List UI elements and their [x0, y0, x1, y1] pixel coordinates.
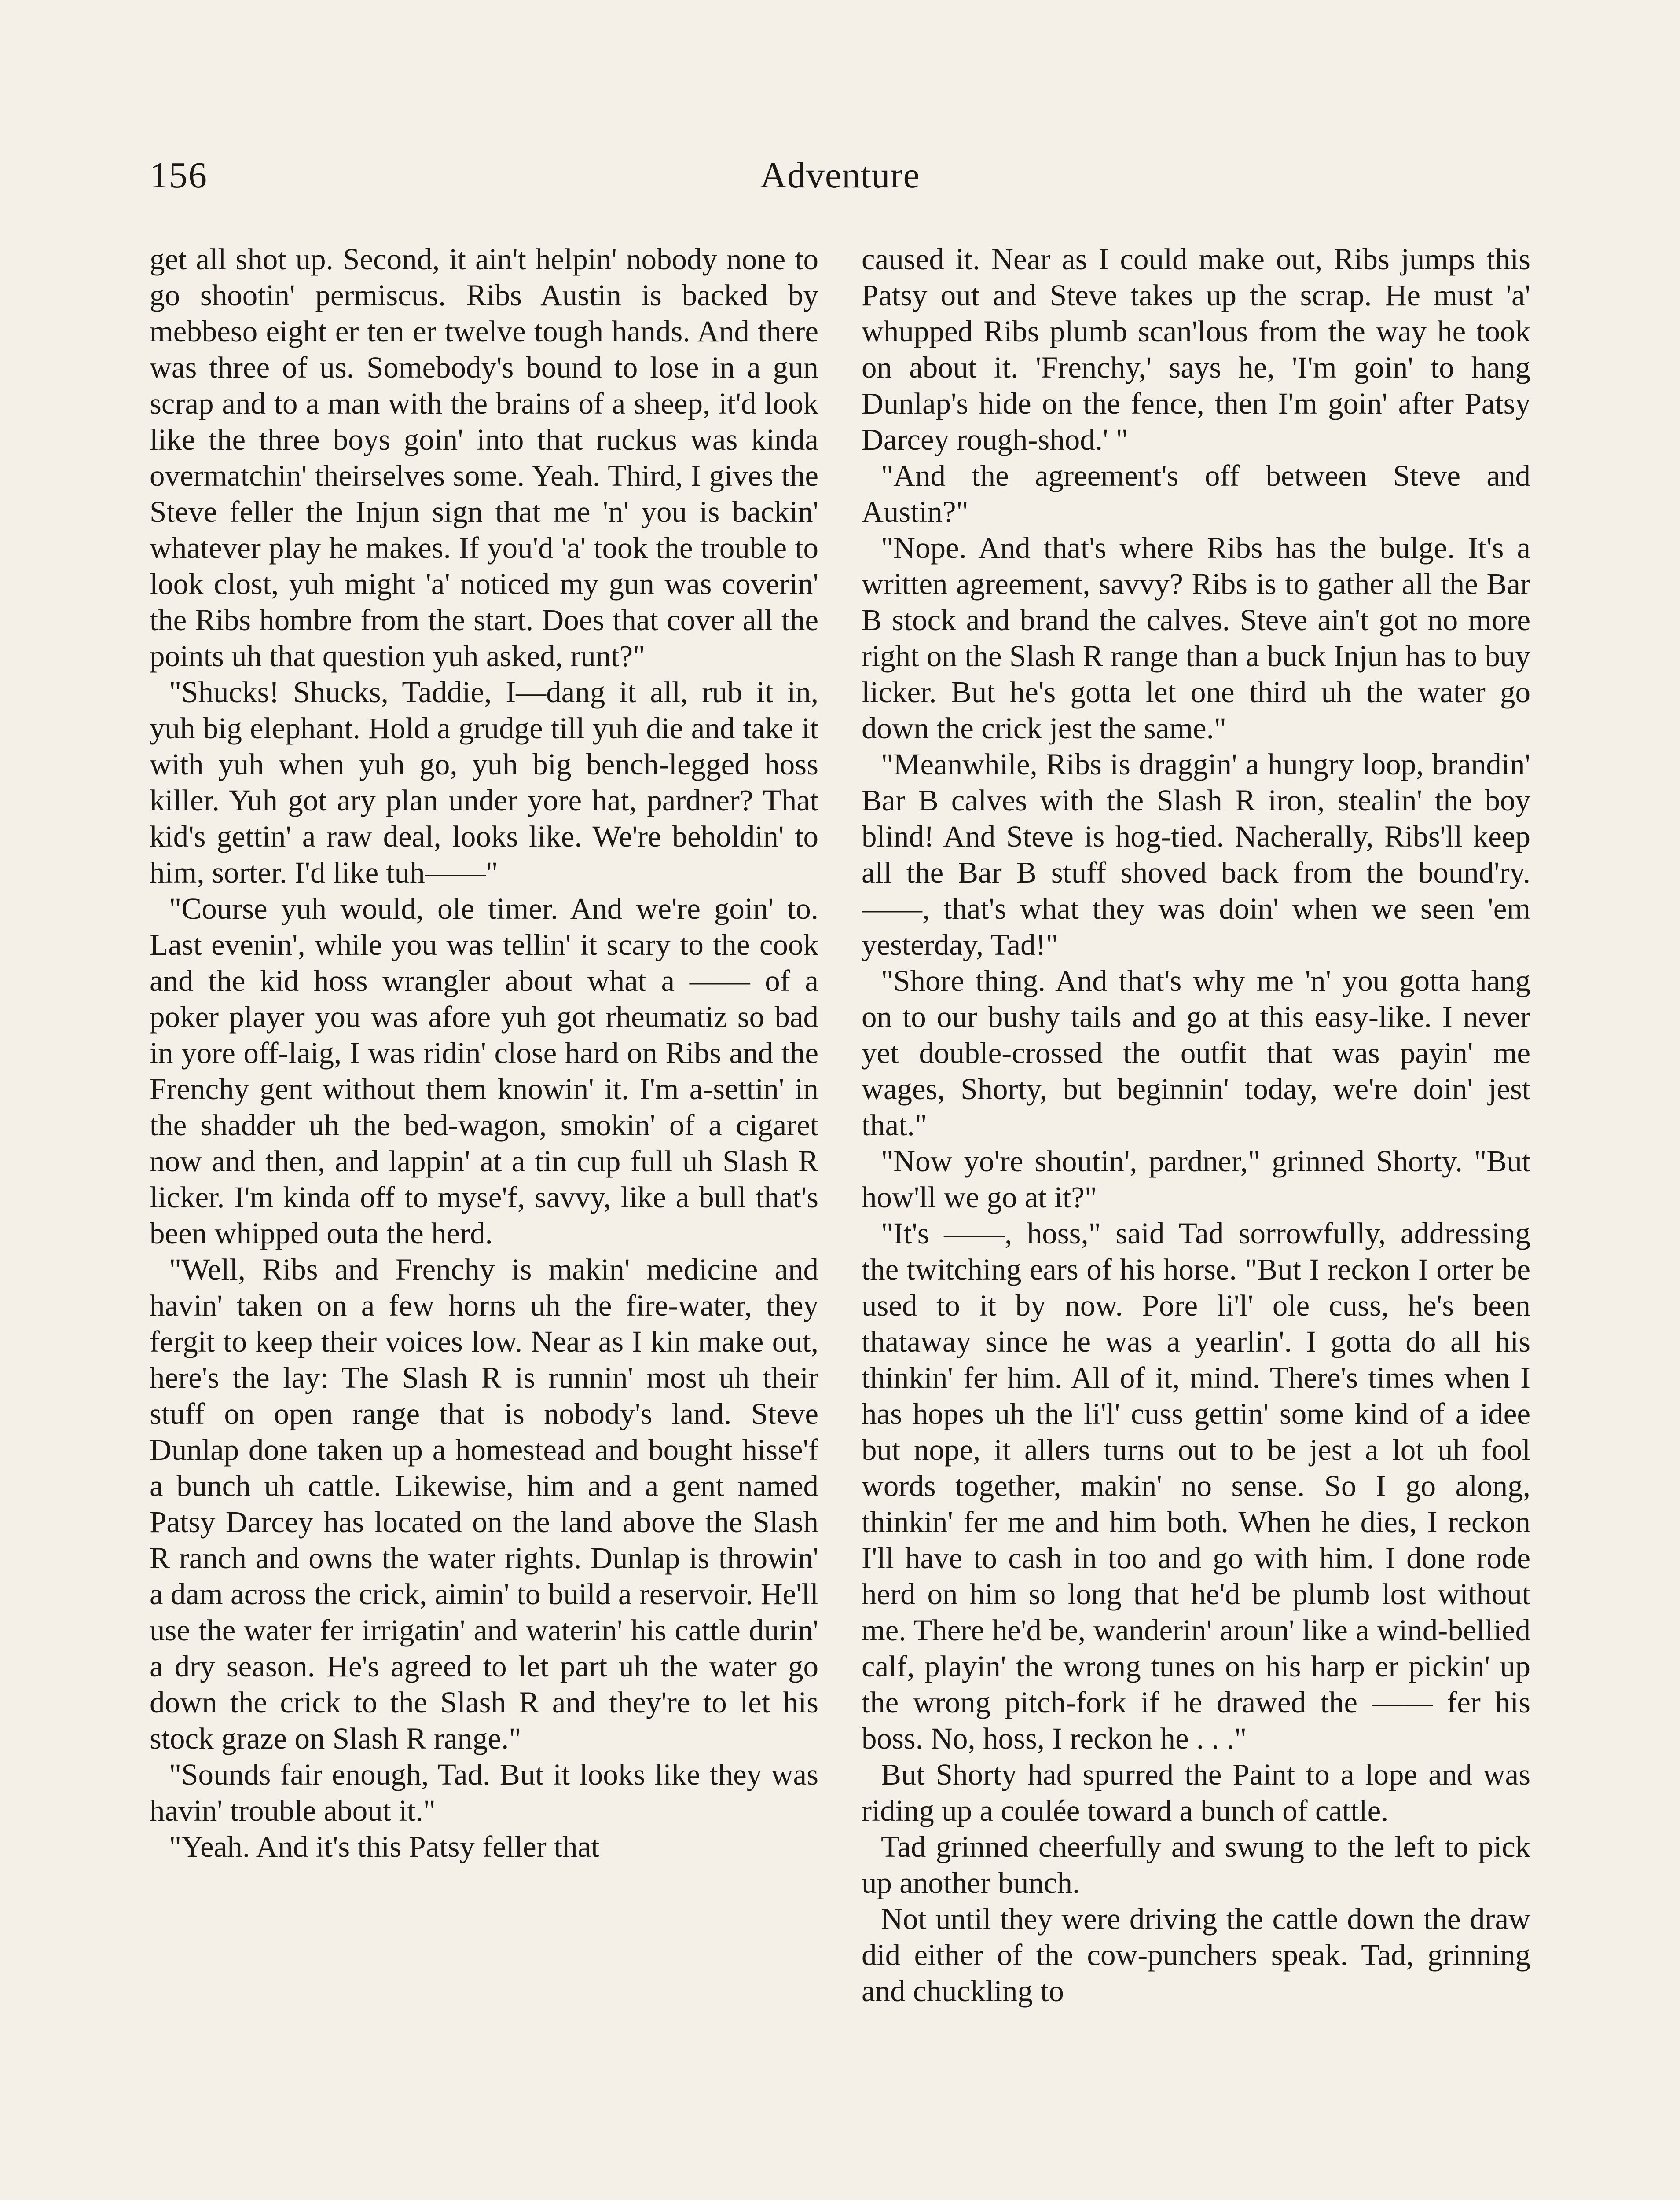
paragraph: "Yeah. And it's this Patsy feller that [169, 1830, 600, 1863]
paragraph: "Shore thing. And that's why me 'n' you gotta hang on to our bushy tails and go at this easy-like. I never yet double-crossed the outfit that was payin' me wages, Shorty, but beginnin' today, we're doin' jest that." [862, 964, 1530, 1142]
page-number: 156 [150, 155, 208, 196]
text-columns [150, 241, 1530, 2200]
paragraph: caused it. Near as I could make out, Ribs jumps this Patsy out and Steve takes up the scrap. He must 'a' whupped Ribs plumb scan'lous from the way he took on about it. 'Frenchy,' says he, 'I'm goin' to hang Dunlap's hide on the fence, then I'm goin' after Patsy Darcey rough-shod.' " [862, 242, 1530, 456]
paragraph: "Shucks! Shucks, Taddie, I—dang it all, rub it in, yuh big elephant. Hold a grudge till yuh die and take it with yuh when yuh go, yuh big bench-legged hoss killer. Yuh got ary plan under yore hat, pardner? That kid's gettin' a raw deal, looks like. We're beholdin' to him, sorter. I'd like tuh——" [150, 675, 818, 889]
paragraph: But Shorty had spurred the Paint to a lope and was riding up a coulée toward a bunch of cattle. [862, 1758, 1530, 1827]
paragraph: "Well, Ribs and Frenchy is makin' medicine and havin' taken on a few horns uh the fire-water, they fergit to keep their voices low. Near as I kin make out, here's the lay: The Slash R is runnin' most uh their stuff on open range that is nobody's land. Steve Dunlap done taken up a homestead and bought hisse'f a bunch uh cattle. Likewise, him and a gent named Patsy Darcey has located on the land above the Slash R ranch and owns the water rights. Dunlap is throwin' a dam across the crick, aimin' to build a reservoir. He'll use the water fer irrigatin' and waterin' his cattle durin' a dry season. He's agreed to let part uh the water go down the crick to the Slash R and they're to let his stock graze on Slash R range." [150, 1253, 818, 1755]
paragraph: "Meanwhile, Ribs is draggin' a hungry loop, brandin' Bar B calves with the Slash R iron, stealin' the boy blind! And Steve is hog-tied. Nacherally, Ribs'll keep all the Bar B stuff shoved back from the bound'ry. ——, that's what they was doin' when we seen 'em yesterday, Tad!" [862, 748, 1530, 961]
paragraph: "Sounds fair enough, Tad. But it looks like they was havin' trouble about it." [150, 1758, 818, 1827]
paragraph: "Now yo're shoutin', pardner," grinned Shorty. "But how'll we go at it?" [862, 1144, 1530, 1214]
page-header [150, 154, 1530, 211]
paragraph: "Nope. And that's where Ribs has the bulge. It's a written agreement, savvy? Ribs is to gather all the Bar B stock and brand the calves. Steve ain't got no more right on the Slash R range than a buck Injun has to buy licker. But he's gotta let one third uh the water go down the crick jest the same." [862, 531, 1530, 745]
right-column [862, 241, 1530, 2200]
running-title: Adventure [760, 155, 920, 196]
paragraph: "Course yuh would, ole timer. And we're goin' to. Last evenin', while you was tellin' it scary to the cook and the kid hoss wrangler about what a —— of a poker player you was afore yuh got rheumatiz so bad in yore off-laig, I was ridin' close hard on Ribs and the Frenchy gent without them knowin' it. I'm a-settin' in the shadder uh the bed-wagon, smokin' of a cigaret now and then, and lappin' at a tin cup full uh Slash R licker. I'm kinda off to myse'f, savvy, like a bull that's been whipped outa the herd. [150, 892, 818, 1250]
paragraph: "And the agreement's off between Steve and Austin?" [862, 459, 1530, 528]
left-column [150, 241, 818, 2200]
paragraph: Tad grinned cheerfully and swung to the left to pick up another bunch. [862, 1830, 1530, 1899]
paragraph: get all shot up. Second, it ain't helpin' nobody none to go shootin' permiscus. Ribs Austin is backed by mebbeso eight er ten er twelve tough hands. And there was three of us. Somebody's bound to lose in a gun scrap and to a man with the brains of a sheep, it'd look like the three boys goin' into that ruckus was kinda overmatchin' theirselves some. Yeah. Third, I gives the Steve feller the Injun sign that me 'n' you is backin' whatever play he makes. If you'd 'a' took the trouble to look clost, yuh might 'a' noticed my gun was coverin' the Ribs hombre from the start. Does that cover all the points uh that question yuh asked, runt?" [150, 242, 818, 673]
paragraph: Not until they were driving the cattle down the draw did either of the cow-punchers speak. Tad, grinning and chuckling to [862, 1902, 1530, 2008]
paragraph: "It's ——, hoss," said Tad sorrowfully, addressing the twitching ears of his horse. "But I reckon I orter be used to it by now. Pore li'l' ole cuss, he's been thataway since he was a yearlin'. I gotta do all his thinkin' fer him. All of it, mind. There's times when I has hopes uh the li'l' cuss gettin' some kind of a idee but nope, it allers turns out to be jest a lot uh fool words together, makin' no sense. So I go along, thinkin' fer me and him both. When he dies, I reckon I'll have to cash in too and go with him. I done rode herd on him so long that he'd be plumb lost without me. There he'd be, wanderin' aroun' like a wind-bellied calf, playin' the wrong tunes on his harp er pickin' up the wrong pitch-fork if he drawed the —— fer his boss. No, hoss, I reckon he . . ." [862, 1217, 1530, 1755]
